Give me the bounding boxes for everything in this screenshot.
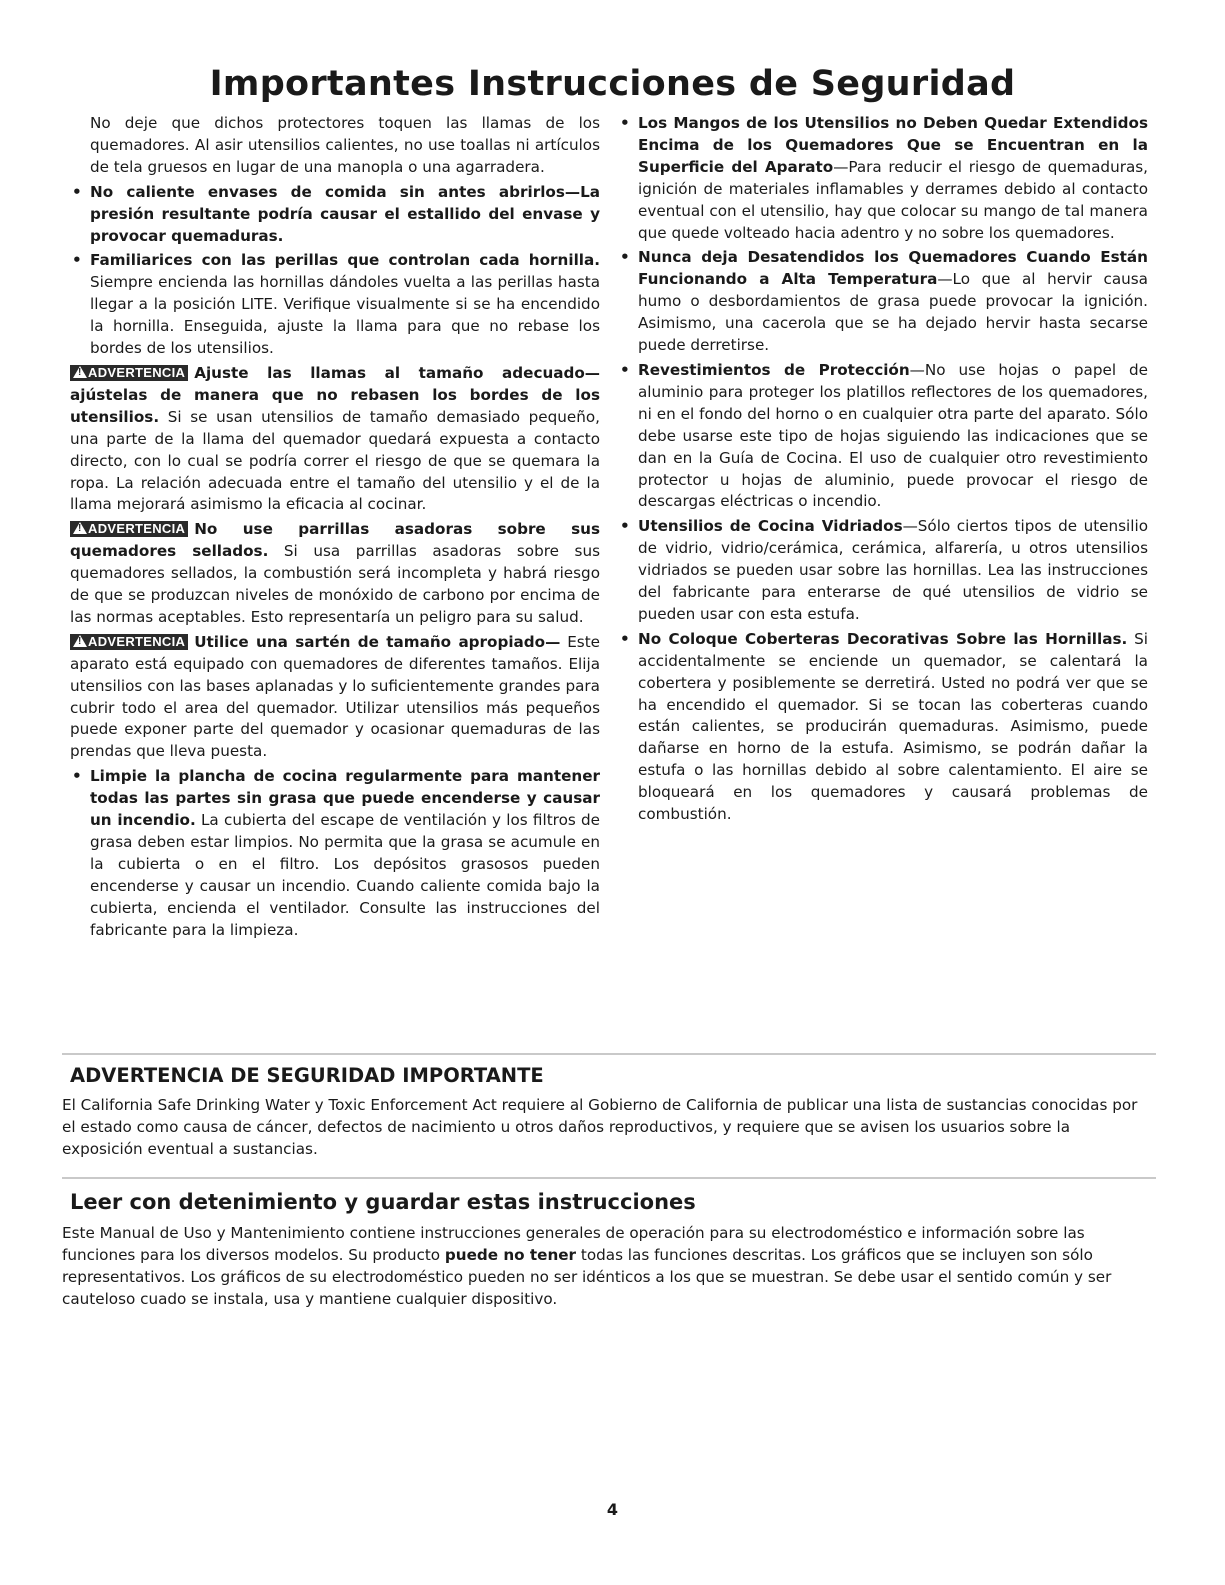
bullet-dot: • xyxy=(620,248,630,267)
warning-bold-text: Utilice una sartén de tamaño apropiado— xyxy=(194,632,561,651)
page-number: 4 xyxy=(606,1500,619,1519)
bullet-clean-griddle xyxy=(70,766,600,941)
bullet-body-text: La cubierta del escape de ventilación y los filtros de grasa deben estar limpios. No permita que la grasa se acumule en la cubierta o en el filtro. Los depósitos grasosos pueden encenderse y causar un incendio. Cuando caliente comida bajo la cubierta, encienda el ventilador. Consulte las instrucciones del fabricante para la limpieza. xyxy=(90,811,600,939)
divider-rule xyxy=(62,1053,1156,1055)
bullet-dot: • xyxy=(620,629,630,648)
warning-triangle-icon: ! xyxy=(73,635,87,647)
bullet-dot: • xyxy=(72,251,82,270)
warning-grill xyxy=(70,519,600,629)
warning-body-text: Si se usan utensilios de tamaño demasiado pequeño, una parte de la llama del quemador quedará expuesta a contacto directo, con lo cual se podría correr el riesgo de que se quemara la ropa. La relación adecuada entre el tamaño del utensilio y el de la llama mejorará asimismo la eficacia al cocinar. xyxy=(70,407,600,514)
section-heading-safety-warning: ADVERTENCIA DE SEGURIDAD IMPORTANTE xyxy=(70,1064,544,1087)
bullet-bold-text: No Coloque Coberteras Decorativas Sobre las Hornillas. xyxy=(638,629,1128,648)
divider-rule xyxy=(62,1177,1156,1179)
bullet-no-heat-sealed-containers xyxy=(70,182,600,248)
bullet-bold-text: No caliente envases de comida sin antes abrirlos—La presión resultante podría causar el estallido del envase y provocar quemaduras. xyxy=(90,182,600,245)
paragraph-protectors: No deje que dichos protectores toquen las llamas de los quemadores. Al asir utensilios calientes, no use toallas ni artículos de tela gruesos en lugar de una manopla o una agarradera. xyxy=(90,114,600,176)
bullet-handles xyxy=(618,113,1148,244)
right-column xyxy=(618,113,1148,829)
bullet-bold-text: Nunca deja Desatendidos los Quemadores Cuando Están Funcionando a Alta Temperatura xyxy=(638,248,1148,289)
bullet-bold-text: Limpie la plancha de cocina regularmente para mantener todas las partes sin grasa que puede encenderse y causar un incendio. xyxy=(90,767,600,830)
bullet-body-text: —Para reducir el riesgo de quemaduras, ignición de materiales inflamables y derrames debido al contacto eventual con el utensilio, hay que colocar su mango de tal manera que quede volteado hacia adentro y no sobre los quemadores. xyxy=(638,157,1148,242)
warning-triangle-icon: ! xyxy=(73,522,87,534)
bullet-body-text: —No use hojas o papel de aluminio para proteger los platillos reflectores de los quemadores, ni en el fondo del horno o en cualquier otra parte del aparato. Sólo debe usarse este tipo de hojas siguiendo las indicaciones que se dan en la Guía de Cocina. El uso de cualquier otro revestimiento protector u hojas de aluminio, puede provocar el riesgo de descargas eléctricas o incendio. xyxy=(638,360,1148,511)
warning-bold-text: No use parrillas asadoras sobre sus quemadores sellados. xyxy=(70,520,600,561)
left-column xyxy=(70,113,600,945)
bullet-dot: • xyxy=(620,517,630,536)
bullet-body-text: —Sólo ciertos tipos de utensilio de vidrio, vidrio/cerámica, cerámica, alfarería, u otros utensilios vidriados se pueden usar sobre las hornillas. Lea las instrucciones del fabricante para enterarse de qué utensilios de vidrio se pueden usar con esta estufa. xyxy=(638,517,1148,623)
bullet-protective-liners xyxy=(618,360,1148,513)
bullet-knobs xyxy=(70,250,600,360)
bullet-glazed-cookware xyxy=(618,516,1148,626)
bullet-dot: • xyxy=(620,114,630,132)
warning-bold-text: Ajuste las llamas al tamaño adecuado—ajústelas de manera que no rebasen los bordes de los utensilios. xyxy=(70,363,600,426)
page-title: Importantes Instrucciones de Seguridad xyxy=(209,64,1016,104)
bullet-body-text: Si accidentalmente se enciende un quemador, se calentará la cobertera y posiblemente se derretirá. Usted no podrá ver que se ha encendido el quemador. Si se tocan las coberteras cuando están calientes, se producirán quemaduras. Asimismo, puede dañarse en horno de la estufa. Asimismo, se podrán dañar la estufa o las hornillas debido al sobre calentamiento. El aire se bloqueará en los quemadores y causará problemas de combustión. xyxy=(638,629,1149,824)
bullet-bold-text: Utensilios de Cocina Vidriados xyxy=(638,517,903,536)
bullet-dot: • xyxy=(72,767,82,786)
bullet-bold-text: Los Mangos de los Utensilios no Deben Quedar Extendidos Encima de los Quemadores Que se Encuentran en la Superficie del Aparato xyxy=(638,114,1148,176)
bullet-bold-text: Revestimientos de Protección xyxy=(638,360,910,379)
warning-body-text: Este aparato está equipado con quemadores de diferentes tamaños. Elija utensilios con las bases aplanadas y lo suficientemente grandes para cubrir todo el area del quemador. Utilizar utensilios más pequeños puede exponer parte del quemador y ocasionar quemaduras de las prendas que lleva puesta. xyxy=(70,632,601,761)
bullet-decorative-covers xyxy=(618,629,1148,826)
warning-body-text: Si usa parrillas asadoras sobre sus quemadores sellados, la combustión será incompleta y habrá riesgo de que se produzcan niveles de monóxido de carbono por encima de las normas aceptables. Esto representaría un peligro para su salud. xyxy=(70,542,600,626)
section-text-read-instructions: Este Manual de Uso y Mantenimiento contiene instrucciones generales de operación para su electrodoméstico e información sobre las funciones para los diversos modelos. Su producto puede no tener todas las funciones descritas. Los gráficos que se incluyen son sólo representativos. Los gráficos de su electrodoméstico pueden no ser idénticos a los que se muestran. Se debe usar el sentido común y ser cauteloso cuado se instala, usa y mantiene cualquier dispositivo. xyxy=(62,1224,1112,1308)
bullet-body-text: —Lo que al hervir causa humo o desbordamientos de grasa puede provocar la ignición. Asimismo, una cacerola que se ha dejado hervir hasta secarse puede derretirse. xyxy=(638,270,1148,355)
bullet-dot: • xyxy=(620,360,630,379)
warning-pan-size xyxy=(70,632,600,763)
warning-badge: ! ADVERTENCIA xyxy=(70,365,188,381)
bullet-body-text: Siempre encienda las hornillas dándoles vuelta a las perillas hasta llegar a la posición LITE. Verifique visualmente si se ha encendido la hornilla. Enseguida, ajuste la llama para que no rebase los bordes de los utensilios. xyxy=(90,273,600,358)
warning-flame-size xyxy=(70,363,600,516)
bullet-bold-text: Familiarices con las perillas que controlan cada hornilla. xyxy=(90,251,600,270)
bullet-unattended-burners xyxy=(618,247,1148,357)
warning-triangle-icon: ! xyxy=(73,366,87,378)
warning-badge: ! ADVERTENCIA xyxy=(70,634,188,650)
bullet-dot: • xyxy=(72,182,82,201)
warning-badge: ! ADVERTENCIA xyxy=(70,521,188,537)
section-text-safety-warning: El California Safe Drinking Water y Toxic Enforcement Act requiere al Gobierno de California de publicar una lista de sustancias conocidas por el estado como causa de cáncer, defectos de nacimiento u otros daños reproductivos, y requiere que se avisen los usuarios sobre la exposición eventual a sustancias. xyxy=(62,1096,1138,1158)
section-heading-read-instructions: Leer con detenimiento y guardar estas instrucciones xyxy=(70,1190,696,1214)
